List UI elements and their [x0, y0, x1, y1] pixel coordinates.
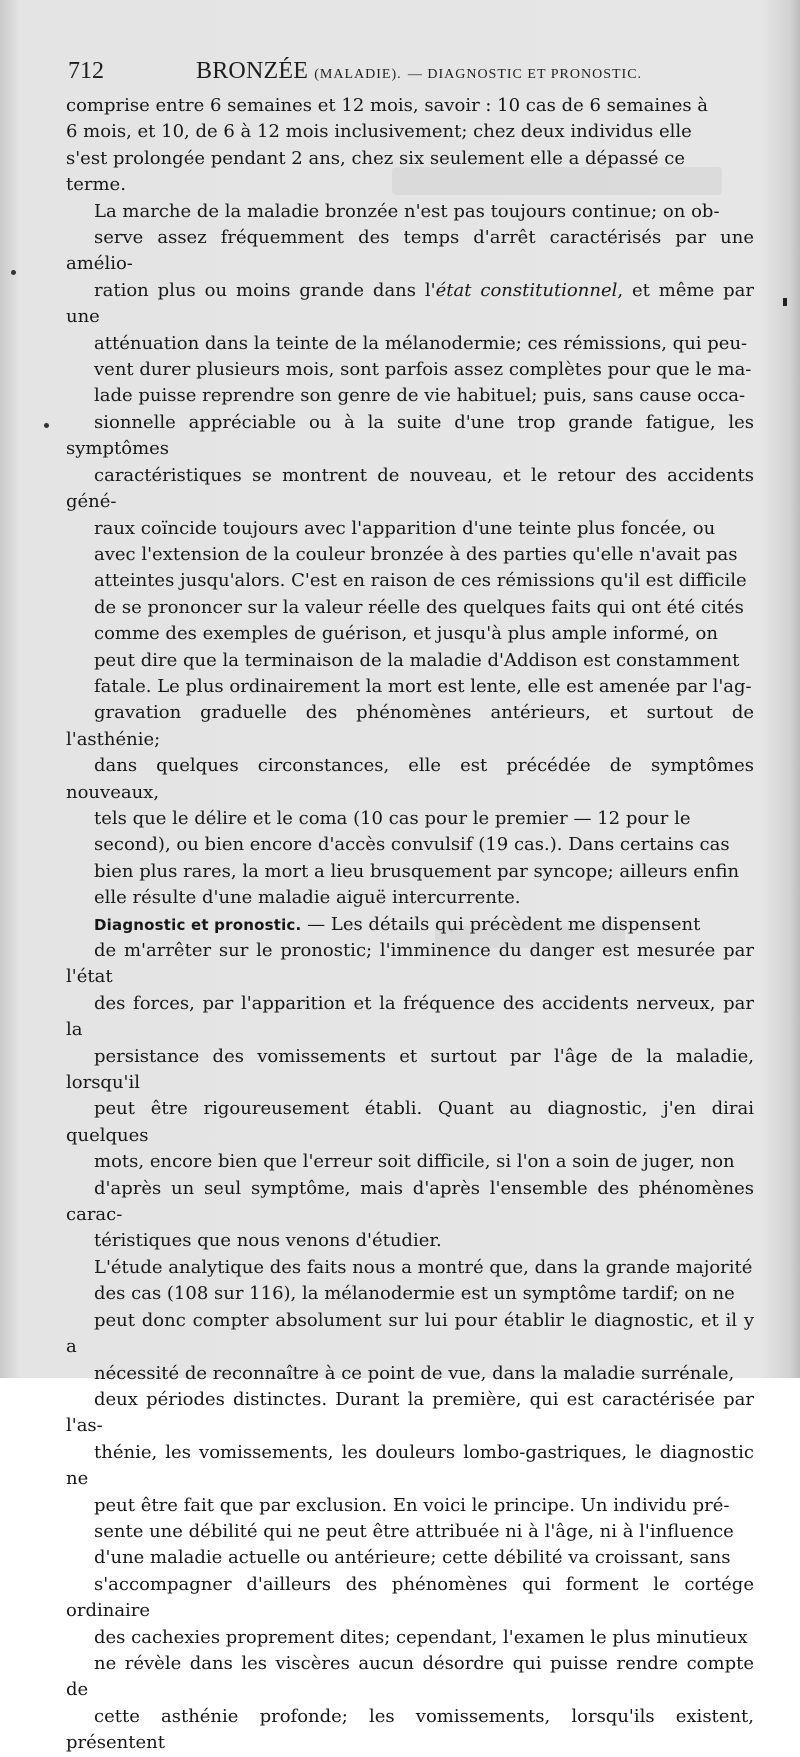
paragraph-line: bien plus rares, la mort a lieu brusquement par syncope; ailleurs enfin — [94, 860, 740, 882]
paragraph-line: nécessité de reconnaître à ce point de vue, dans la maladie surrénale, — [94, 1362, 735, 1384]
paragraph-line: atteintes jusqu'alors. C'est en raison de ces rémissions qu'il est difficile — [94, 570, 747, 592]
paragraph-line: second), ou bien encore d'accès convulsif (19 cas.). Dans certains cas — [94, 834, 730, 856]
paragraph-line: d'après un seul symptôme, mais d'après l'ensemble des phénomènes carac- — [66, 1177, 754, 1226]
margin-dot — [44, 423, 49, 428]
paragraph-line: deux périodes distinctes. Durant la première, qui est caractérisée par l'as- — [66, 1388, 754, 1437]
paragraph-line: atténuation dans la teinte de la mélanodermie; ces rémissions, qui peu- — [94, 332, 748, 354]
paragraph-line: peut donc compter absolument sur lui pour établir le diagnostic, et il y a — [66, 1309, 754, 1358]
paragraph-line — [66, 912, 754, 938]
paragraph-line: s'est prolongée pendant 2 ans, chez six seulement elle a dépassé ce — [66, 147, 686, 169]
paragraph-2 — [66, 199, 754, 912]
paragraph-line: des cachexies proprement dites; cependant, l'examen le plus minutieux — [94, 1626, 748, 1648]
margin-dot — [11, 270, 16, 275]
paragraph-line: comprise entre 6 semaines et 12 mois, savoir : 10 cas de 6 semaines à — [66, 95, 709, 116]
paragraph-line: mots, encore bien que l'erreur soit difficile, si l'on a soin de juger, non — [94, 1151, 735, 1173]
paragraph-line: peut être fait que par exclusion. En voici le principe. Un individu pré- — [94, 1494, 730, 1516]
paragraph-line-text: — Les détails qui précèdent me dispensent — [301, 913, 701, 935]
paragraph-line: fatale. Le plus ordinairement la mort est lente, elle est amenée par l'ag- — [94, 675, 752, 697]
paragraph-line: s'accompagner d'ailleurs des phénomènes qui forment le cortége ordinaire — [66, 1573, 754, 1622]
paragraph-line: peut dire que la terminaison de la maladie d'Addison est constamment — [94, 649, 740, 671]
paragraph-line: 6 mois, et 10, de 6 à 12 mois inclusivement; chez deux individus elle — [66, 121, 692, 143]
running-header — [68, 56, 758, 86]
paragraph-line: téristiques que nous venons d'étudier. — [94, 1230, 442, 1252]
paragraph-line: vent durer plusieurs mois, sont parfois assez complètes pour que le ma- — [94, 359, 752, 381]
paragraph-line: d'une maladie actuelle ou antérieure; cette débilité va croissant, sans — [94, 1547, 731, 1569]
section-heading: Diagnostic et pronostic. — [94, 915, 302, 934]
paragraph-line: L'étude analytique des faits nous a montré que, dans la grande majorité — [94, 1256, 753, 1278]
paragraph-line: terme. — [66, 174, 126, 196]
paragraph-line: thénie, les vomissements, les douleurs lombo-gastriques, le diagnostic ne — [66, 1441, 754, 1490]
paragraph-line: lade puisse reprendre son genre de vie habituel; puis, sans cause occa- — [94, 385, 746, 407]
paragraph-line: sente une débilité qui ne peut être attribuée ni à l'âge, ni à l'influence — [94, 1520, 734, 1542]
paragraph-4 — [66, 1255, 754, 1757]
paragraph-line: sionnelle appréciable ou à la suite d'une trop grande fatigue, les symptômes — [66, 411, 754, 460]
paragraph-line: de m'arrêter sur le pronostic; l'imminence du danger est mesurée par l'état — [66, 940, 754, 988]
paragraph-line: ne révèle dans les viscères aucun désordre qui puisse rendre compte de — [66, 1652, 754, 1701]
paragraph-line: persistance des vomissements et surtout par l'âge de la maladie, lorsqu'il — [66, 1045, 754, 1094]
paragraph-line: de se prononcer sur la valeur réelle des quelques faits qui ont été cités — [94, 596, 744, 618]
paragraph-line: gravation graduelle des phénomènes antérieurs, et surtout de l'asthénie; — [66, 702, 754, 750]
running-title — [196, 58, 642, 85]
running-title-sub: (MALADIE). — [314, 67, 402, 82]
paragraph-line: cette asthénie profonde; les vomissements, lorsqu'ils existent, présentent — [66, 1705, 754, 1754]
paragraph-line: peut être rigoureusement établi. Quant au diagnostic, j'en dirai quelques — [66, 1098, 754, 1146]
right-margin-mark — [783, 298, 787, 306]
paragraph-3 — [66, 912, 754, 1255]
paragraph-line: serve assez fréquemment des temps d'arrêt caractérisés par une amélio- — [66, 227, 754, 275]
paragraph-line: La marche de la maladie bronzée n'est pas toujours continue; on ob- — [94, 200, 720, 222]
paragraph-line: des cas (108 sur 116), la mélanodermie est un symptôme tardif; on ne — [94, 1283, 735, 1305]
page-number: 712 — [68, 58, 104, 84]
page-body — [66, 93, 754, 1757]
paragraph-line: raux coïncide toujours avec l'apparition d'une teinte plus foncée, ou — [94, 517, 716, 539]
paragraph-line: tels que le délire et le coma (10 cas pour le premier — 12 pour le — [94, 807, 691, 829]
paragraph-line: avec l'extension de la couleur bronzée à des parties qu'elle n'avait pas — [94, 543, 738, 565]
paragraph-line: dans quelques circonstances, elle est précédée de symptômes nouveaux, — [66, 755, 754, 803]
running-title-rest: — DIAGNOSTIC ET PRONOSTIC. — [407, 67, 643, 82]
paragraph-1 — [66, 93, 754, 199]
paragraph-line: caractéristiques se montrent de nouveau, et le retour des accidents géné- — [66, 464, 754, 513]
running-title-main: BRONZÉE — [196, 58, 309, 84]
paragraph-line: elle résulte d'une maladie aiguë intercurrente. — [94, 887, 521, 909]
italic-phrase: état constitutionnel — [435, 279, 618, 301]
paragraph-line: des forces, par l'apparition et la fréquence des accidents nerveux, par la — [66, 992, 754, 1041]
paragraph-line: comme des exemples de guérison, et jusqu'à plus ample informé, on — [94, 623, 718, 645]
paragraph-line: ration plus ou moins grande dans l'état constitutionnel, et même par une — [66, 279, 754, 328]
